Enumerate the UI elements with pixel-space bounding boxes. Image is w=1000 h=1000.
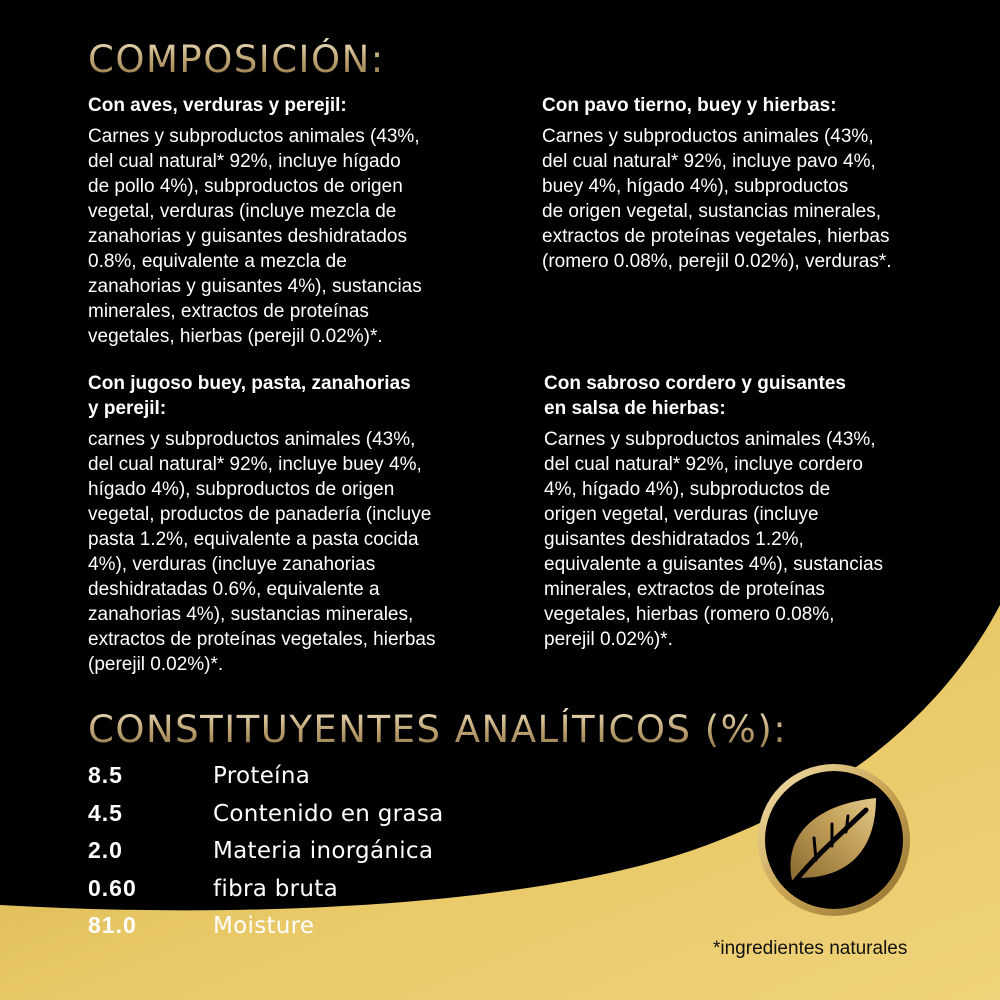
analytical-table (88, 762, 444, 950)
constituent-value: 4.5 (88, 799, 123, 826)
analytical-row-protein (88, 762, 444, 800)
block-heading: Con jugoso buey, pasta, zanahorias y perejil: (88, 373, 411, 419)
constituent-value: 81.0 (88, 912, 137, 938)
natural-ingredients-badge (754, 760, 914, 920)
composition-block-pavo (542, 93, 972, 274)
block-heading: Con sabroso cordero y guisantes en salsa de hierbas: (544, 373, 846, 419)
composition-block-buey (88, 371, 518, 677)
composition-block-aves (88, 93, 508, 349)
analytical-row-fat (88, 800, 444, 838)
constituent-label: Moisture (213, 913, 315, 939)
block-text: carnes y subproductos animales (43%, del cual natural* 92%, incluye buey 4%, hígado 4%), subproductos de origen vegetal, productos de panadería (incluye pasta 1.2%, equivalente a pasta cocida 4%), verduras (incluye zanahorias deshidratadas 0.6%, equivalente a zanahorias 4%), sustancias minerales, extractos de proteínas vegetales, hierbas (perejil 0.02%)*. (88, 429, 436, 675)
analytical-row-inorganic (88, 837, 444, 875)
analytical-row-fiber (88, 875, 444, 913)
block-heading: Con aves, verduras y perejil: (88, 95, 347, 116)
block-text: Carnes y subproductos animales (43%, del cual natural* 92%, incluye pavo 4%, buey 4%, hígado 4%), subproductos de origen vegetal, sustancias minerales, extractos de proteínas vegetales, hierbas (romero 0.08%, perejil 0.02%), verduras*. (542, 126, 892, 272)
analytical-constituents-title: CONSTITUYENTES ANALÍTICOS (%): (88, 708, 788, 751)
natural-ingredients-footnote: *ingredientes naturales (713, 938, 908, 959)
block-heading: Con pavo tierno, buey y hierbas: (542, 95, 837, 116)
composition-block-cordero (544, 371, 964, 652)
constituent-value: 0.60 (88, 874, 137, 901)
block-text: Carnes y subproductos animales (43%, del cual natural* 92%, incluye hígado de pollo 4%), subproductos de origen vegetal, verduras (incluye mezcla de zanahorias y guisantes deshidratados 0.8%, equivalente a mezcla de zanahorias y guisantes 4%), sustancias minerales, extractos de proteínas vegetales, hierbas (perejil 0.02%)*. (88, 126, 422, 347)
constituent-label: fibra bruta (213, 875, 338, 902)
composition-title: COMPOSICIÓN: (88, 38, 385, 81)
constituent-label: Proteína (213, 763, 311, 789)
constituent-value: 8.5 (88, 762, 123, 788)
analytical-row-moisture (88, 912, 444, 950)
constituent-value: 2.0 (88, 837, 123, 863)
leaf-icon (754, 760, 914, 920)
constituent-label: Materia inorgánica (213, 838, 434, 864)
constituent-label: Contenido en grasa (213, 800, 444, 827)
block-text: Carnes y subproductos animales (43%, del cual natural* 92%, incluye cordero 4%, hígado 4%), subproductos de origen vegetal, verduras (incluye guisantes deshidratados 1.2%, equivalente a guisantes 4%), sustancias minerales, extractos de proteínas vegetales, hierbas (romero 0.08%, perejil 0.02%)*. (544, 429, 884, 650)
